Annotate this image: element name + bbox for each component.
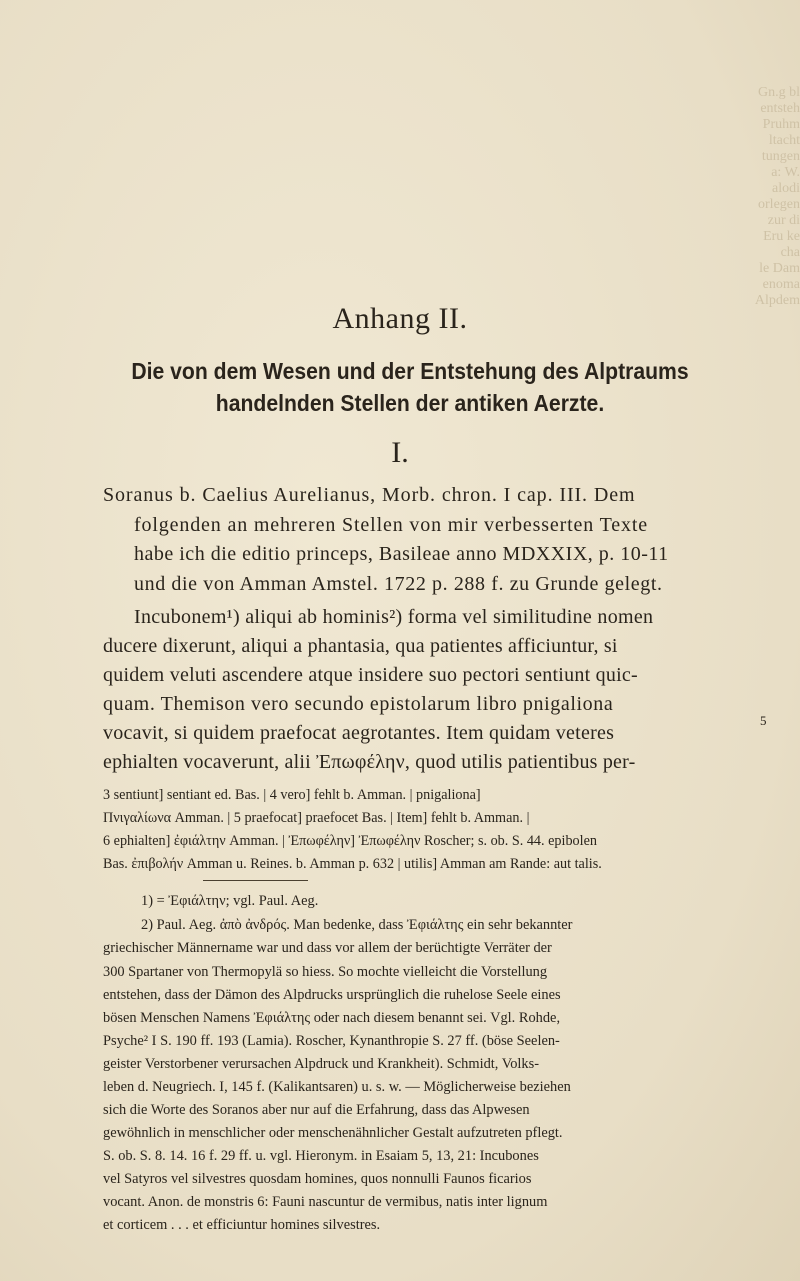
footnote-line: entstehen, dass der Dämon des Alpdrucks ursprünglich die ruhelose Seele eines: [103, 987, 561, 1003]
bleed-through-line: entsteh: [760, 101, 800, 116]
intro-line: und die von Amman Amstel. 1722 p. 288 f. zu Grunde gelegt.: [134, 573, 663, 595]
bleed-through-line: Alpdem: [754, 293, 800, 308]
bleed-through-line: ltacht: [768, 133, 800, 148]
bleed-through-line: a: W.: [771, 165, 800, 180]
footnote-line: gewöhnlich in menschlicher oder menschenähnlicher Gestalt aufzutreten pflegt.: [103, 1125, 563, 1141]
footnote-line: 1) = Ἐφιάλτην; vgl. Paul. Aeg.: [141, 893, 319, 909]
section-number: I.: [391, 436, 409, 469]
bleed-through-line: orlegen: [758, 197, 800, 212]
intro-line: Soranus b. Caelius Aurelianus, Morb. chron. I cap. III. Dem: [103, 484, 636, 506]
bleed-through-line: zur di: [767, 213, 800, 228]
apparatus-line: Bas. ἐπιβολήν Amman u. Reines. b. Amman p. 632 | utilis] Amman am Rande: aut talis.: [103, 856, 602, 872]
text-line: vocavit, si quidem praefocat aegrotantes. Item quidam veteres: [103, 722, 615, 744]
line-number: 5: [760, 713, 767, 728]
footnote-line: leben d. Neugriech. I, 145 f. (Kalikantsaren) u. s. w. — Möglicherweise beziehen: [103, 1079, 571, 1095]
text-line: ephialten vocaverunt, alii Ἐπωφέλην, quod utilis patientibus per-: [103, 751, 636, 773]
subtitle-line: handelnden Stellen der antiken Aerzte.: [215, 390, 605, 416]
footnote-line: griechischer Männername war und dass vor allem der berüchtigte Verräter der: [103, 940, 552, 956]
footnote-line: 2) Paul. Aeg. ἀπὸ ἀνδρός. Man bedenke, dass Ἐφιάλτης ein sehr bekannter: [141, 917, 573, 933]
bleed-through-line: Eru ke: [763, 229, 800, 244]
text-line: ducere dixerunt, aliqui a phantasia, qua patientes afficiuntur, si: [103, 635, 618, 657]
appendix-title: Anhang II.: [332, 302, 468, 335]
chapter-subtitle: [88, 355, 732, 419]
apparatus-line: 3 sentiunt] sentiant ed. Bas. | 4 vero] fehlt b. Amman. | pnigaliona]: [103, 787, 481, 803]
text-line: quam. Themison vero secundo epistolarum libro pnigaliona: [103, 693, 614, 715]
intro-line: folgenden an mehreren Stellen von mir verbesserten Texte: [134, 514, 648, 536]
footnote-line: et corticem . . . et efficiuntur homines silvestres.: [103, 1217, 381, 1233]
bleed-through-text: [730, 85, 800, 309]
footnote-line: sich die Worte des Soranos aber nur auf die Erfahrung, dass das Alpwesen: [103, 1102, 530, 1118]
footnote-line: bösen Menschen Namens Ἐφιάλτης oder nach diesem benannt sei. Vgl. Rohde,: [103, 1010, 561, 1026]
footnote-line: vel Satyros vel silvestres quosdam homines, quos nonnulli Faunos ficarios: [103, 1171, 532, 1187]
footnote-line: Psyche² I S. 190 ff. 193 (Lamia). Roscher, Kynanthropie S. 27 ff. (böse Seelen-: [103, 1033, 560, 1049]
footnote-line: geister Verstorbener verursachen Alpdruck und Krankheit). Schmidt, Volks-: [103, 1056, 540, 1072]
bleed-through-line: Pruhm: [762, 117, 800, 132]
footnote-rule: [203, 880, 308, 881]
bleed-through-line: tungen: [761, 149, 800, 164]
footnote-line: 300 Spartaner von Thermopylä so hiess. So mochte vielleicht die Vorstellung: [103, 964, 548, 980]
apparatus-line: Πνιγαλίωνα Amman. | 5 praefocat] praefocet Bas. | Item] fehlt b. Amman. |: [103, 810, 530, 826]
bleed-through-line: Gn.g bl: [758, 85, 800, 100]
footnote-line: S. ob. S. 8. 14. 16 f. 29 ff. u. vgl. Hieronym. in Esaiam 5, 13, 21: Incubones: [103, 1148, 539, 1164]
apparatus-line: 6 ephialten] ἐφιάλτην Amman. | Ἐπωφέλην] Ἐπωφέλην Roscher; s. ob. S. 44. epibolen: [103, 833, 597, 849]
bleed-through-line: enoma: [762, 277, 800, 292]
intro-line: habe ich die editio princeps, Basileae anno MDXXIX, p. 10-11: [134, 543, 669, 565]
text-line: Incubonem¹) aliqui ab hominis²) forma vel similitudine nomen: [134, 606, 654, 628]
bleed-through-line: alodi: [772, 181, 800, 196]
bleed-through-line: le Dam: [759, 261, 800, 276]
subtitle-line: Die von dem Wesen und der Entstehung des Alptraums: [131, 358, 689, 384]
bleed-through-line: cha: [780, 245, 800, 260]
text-line: quidem veluti ascendere atque insidere suo pectori sentiunt quic-: [103, 664, 638, 686]
footnote-line: vocant. Anon. de monstris 6: Fauni nascuntur de vermibus, natis inter lignum: [103, 1194, 548, 1210]
